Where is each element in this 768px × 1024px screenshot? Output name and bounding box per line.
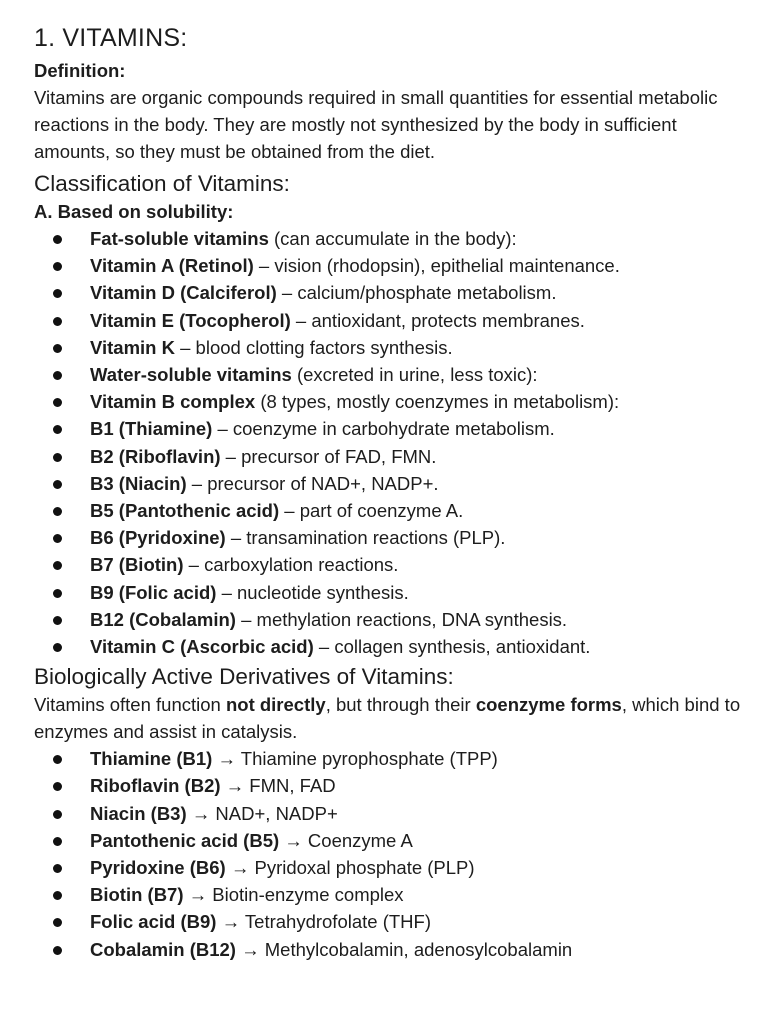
list-item: B9 (Folic acid) – nucleotide synthesis. xyxy=(34,579,742,606)
bullet-icon xyxy=(53,507,62,516)
list-item: Thiamine (B1) → Thiamine pyrophosphate (TPP) xyxy=(34,745,742,772)
bullet-icon xyxy=(53,398,62,407)
definition-label: Definition: xyxy=(34,60,126,81)
solubility-subheading: A. Based on solubility: xyxy=(34,201,234,222)
list-item: Riboflavin (B2) → FMN, FAD xyxy=(34,772,742,799)
bullet-icon xyxy=(53,480,62,489)
list-item: B2 (Riboflavin) – precursor of FAD, FMN. xyxy=(34,443,742,470)
list-item: Vitamin B complex (8 types, mostly coenzymes in metabolism): xyxy=(34,388,742,415)
bullet-icon xyxy=(53,643,62,652)
list-item: Pantothenic acid (B5) → Coenzyme A xyxy=(34,827,742,854)
derivatives-list xyxy=(34,745,742,963)
list-item: B3 (Niacin) – precursor of NAD+, NADP+. xyxy=(34,470,742,497)
list-item: Fat-soluble vitamins (can accumulate in the body): xyxy=(34,225,742,252)
bullet-icon xyxy=(53,837,62,846)
bullet-icon xyxy=(53,317,62,326)
list-item: B12 (Cobalamin) – methylation reactions, DNA synthesis. xyxy=(34,606,742,633)
bullet-icon xyxy=(53,589,62,598)
derivatives-intro: Vitamins often function not directly, but through their coenzyme forms, which bind to enzymes and assist in catalysis. xyxy=(34,694,741,743)
classification-list xyxy=(34,225,742,660)
bullet-icon xyxy=(53,782,62,791)
page-title: 1. VITAMINS: xyxy=(34,24,188,52)
classification-heading: Classification of Vitamins: xyxy=(34,171,290,196)
list-item: Vitamin E (Tocopherol) – antioxidant, protects membranes. xyxy=(34,307,742,334)
derivatives-heading: Biologically Active Derivatives of Vitamins: xyxy=(34,664,454,690)
list-item: Vitamin C (Ascorbic acid) – collagen synthesis, antioxidant. xyxy=(34,633,742,660)
bullet-icon xyxy=(53,371,62,380)
bullet-icon xyxy=(53,891,62,900)
bullet-icon xyxy=(53,810,62,819)
bullet-icon xyxy=(53,561,62,570)
bullet-icon xyxy=(53,946,62,955)
list-item: Water-soluble vitamins (excreted in urine, less toxic): xyxy=(34,361,742,388)
list-item: B6 (Pyridoxine) – transamination reactions (PLP). xyxy=(34,524,742,551)
list-item: Folic acid (B9) → Tetrahydrofolate (THF) xyxy=(34,908,742,935)
list-item: Niacin (B3) → NAD+, NADP+ xyxy=(34,800,742,827)
list-item: Biotin (B7) → Biotin-enzyme complex xyxy=(34,881,742,908)
bullet-icon xyxy=(53,289,62,298)
bullet-icon xyxy=(53,864,62,873)
list-item: Vitamin D (Calciferol) – calcium/phosphate metabolism. xyxy=(34,279,742,306)
bullet-icon xyxy=(53,235,62,244)
bullet-icon xyxy=(53,534,62,543)
bullet-icon xyxy=(53,425,62,434)
bullet-icon xyxy=(53,453,62,462)
list-item: Pyridoxine (B6) → Pyridoxal phosphate (PLP) xyxy=(34,854,742,881)
list-item: Cobalamin (B12) → Methylcobalamin, adenosylcobalamin xyxy=(34,936,742,963)
list-item: Vitamin A (Retinol) – vision (rhodopsin), epithelial maintenance. xyxy=(34,252,742,279)
bullet-icon xyxy=(53,262,62,271)
bullet-icon xyxy=(53,755,62,764)
list-item: B7 (Biotin) – carboxylation reactions. xyxy=(34,551,742,578)
list-item: B1 (Thiamine) – coenzyme in carbohydrate metabolism. xyxy=(34,415,742,442)
definition-text: Vitamins are organic compounds required in small quantities for essential metabolic reactions in the body. They are mostly not synthesized by the body in sufficient amounts, so they must be obtained from the diet. xyxy=(34,87,718,162)
list-item: Vitamin K – blood clotting factors synthesis. xyxy=(34,334,742,361)
bullet-icon xyxy=(53,344,62,353)
bullet-icon xyxy=(53,918,62,927)
bullet-icon xyxy=(53,616,62,625)
list-item: B5 (Pantothenic acid) – part of coenzyme A. xyxy=(34,497,742,524)
